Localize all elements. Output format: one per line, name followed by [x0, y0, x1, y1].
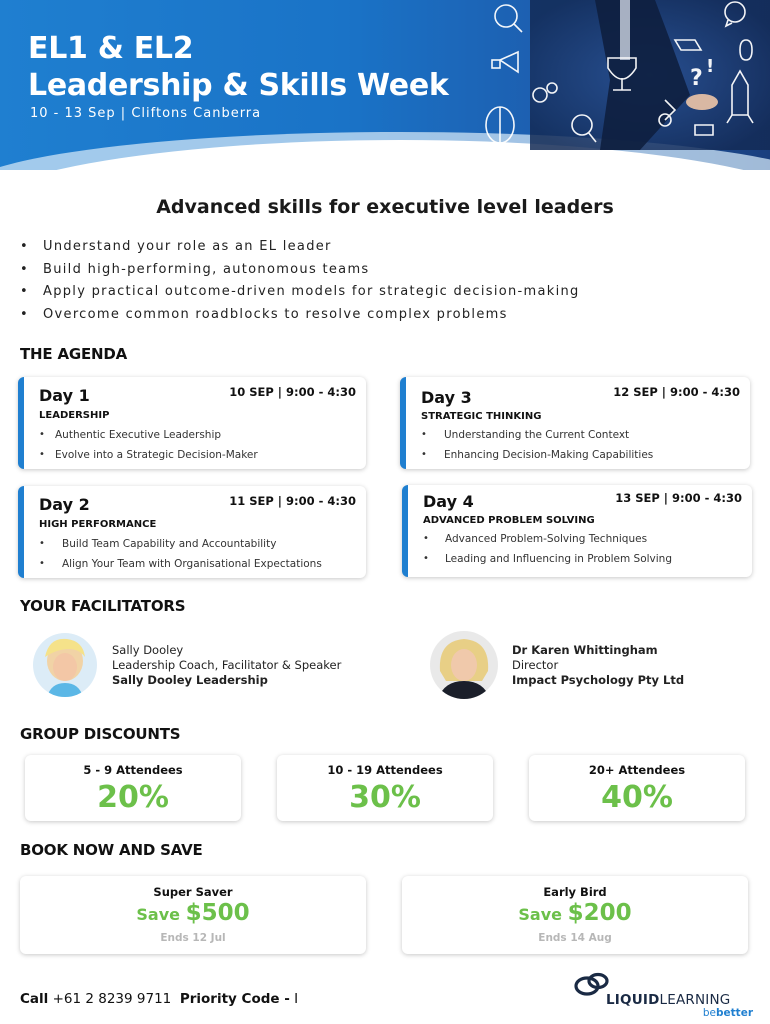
agenda-card-day2 — [18, 486, 366, 578]
offer-save-word: Save — [136, 905, 180, 924]
facilitator-sally — [112, 643, 341, 688]
intro-bullet: • Overcome common roadblocks to resolve complex problems — [20, 304, 580, 327]
day-label: Day 2 — [39, 495, 90, 514]
svg-text:!: ! — [706, 56, 715, 77]
day-session-list — [39, 425, 258, 465]
logo-word-bold: LIQUID — [606, 992, 660, 1008]
logo-tagline — [703, 1007, 753, 1019]
phone-number-link[interactable]: +61 2 8239 9711 — [52, 991, 172, 1007]
event-title-line2: Leadership & Skills Week — [28, 68, 449, 103]
discount-percent: 20% — [97, 780, 169, 815]
intro-bullet-list — [20, 236, 580, 326]
day-date: 10 SEP | 9:00 - 4:30 — [229, 385, 356, 399]
agenda-card-day1 — [18, 377, 366, 469]
offer-saving — [402, 900, 748, 926]
avatar — [430, 631, 498, 699]
facilitator-name: Dr Karen Whittingham — [512, 643, 658, 657]
session-item: • Align Your Team with Organisational Expectations — [39, 554, 322, 574]
day-topic: HIGH PERFORMANCE — [39, 519, 157, 530]
day-topic: ADVANCED PROBLEM SOLVING — [423, 515, 595, 526]
hero-illustration — [470, 0, 770, 150]
call-label: Call — [20, 991, 49, 1007]
discount-attendees: 10 - 19 Attendees — [327, 763, 443, 777]
booking-heading: BOOK NOW AND SAVE — [20, 841, 203, 859]
offer-amount: $500 — [185, 900, 250, 926]
session-item: • Evolve into a Strategic Decision-Maker — [39, 445, 258, 465]
logo-wordmark — [606, 992, 730, 1008]
intro-bullet: • Understand your role as an EL leader — [20, 236, 580, 259]
session-item: • Build Team Capability and Accountability — [39, 534, 322, 554]
discounts-heading: GROUP DISCOUNTS — [20, 725, 181, 743]
facilitator-role: Director — [512, 658, 559, 672]
offer-amount: $200 — [567, 900, 632, 926]
avatar — [33, 633, 97, 697]
offer-save-word: Save — [518, 905, 562, 924]
agenda-heading: THE AGENDA — [20, 345, 128, 363]
facilitator-name: Sally Dooley — [112, 643, 184, 657]
logo-word-regular: LEARNING — [659, 992, 731, 1008]
intro-bullet: • Apply practical outcome-driven models for strategic decision-making — [20, 281, 580, 304]
event-title-line1: EL1 & EL2 — [28, 31, 194, 66]
agenda-card-day3 — [400, 377, 750, 469]
intro-bullet: • Build high-performing, autonomous teams — [20, 259, 580, 282]
liquid-learning-logo — [572, 970, 757, 1022]
offer-saving — [20, 900, 366, 926]
day-session-list — [423, 529, 672, 569]
day-session-list — [421, 425, 653, 465]
day-topic: LEADERSHIP — [39, 410, 110, 421]
footer-contact — [20, 991, 298, 1007]
day-session-list — [39, 534, 322, 574]
day-date: 11 SEP | 9:00 - 4:30 — [229, 494, 356, 508]
day-label: Day 1 — [39, 386, 90, 405]
session-item: • Leading and Influencing in Problem Solving — [423, 549, 672, 569]
session-item: • Authentic Executive Leadership — [39, 425, 258, 445]
discount-tier-card — [25, 755, 241, 821]
day-topic: STRATEGIC THINKING — [421, 411, 542, 422]
facilitator-role: Leadership Coach, Facilitator & Speaker — [112, 658, 342, 672]
event-date-location: 10 - 13 Sep | Cliftons Canberra — [30, 106, 262, 121]
offer-label: Super Saver — [153, 885, 233, 899]
offer-label: Early Bird — [543, 885, 607, 899]
session-item: • Enhancing Decision-Making Capabilities — [421, 445, 653, 465]
offer-deadline: Ends 12 Jul — [160, 932, 226, 944]
day-label: Day 3 — [421, 388, 472, 407]
facilitator-org: Impact Psychology Pty Ltd — [512, 673, 685, 687]
booking-offer-card[interactable] — [20, 876, 366, 954]
facilitator-photo-karen — [430, 631, 498, 699]
priority-code-label: Priority Code - — [179, 991, 290, 1007]
day-label: Day 4 — [423, 492, 474, 511]
priority-code: I — [294, 991, 299, 1007]
discount-attendees: 5 - 9 Attendees — [83, 763, 183, 777]
session-item: • Understanding the Current Context — [421, 425, 653, 445]
event-title — [28, 30, 449, 104]
agenda-card-day4 — [402, 485, 752, 577]
facilitators-heading: YOUR FACILITATORS — [20, 597, 186, 615]
svg-text:?: ? — [690, 66, 703, 91]
discount-percent: 40% — [601, 780, 673, 815]
tagline-regular: be — [702, 1007, 717, 1019]
intro-title: Advanced skills for executive level leaders — [156, 196, 614, 218]
tagline-bold: better — [716, 1007, 753, 1019]
discount-attendees: 20+ Attendees — [588, 763, 686, 777]
hero-banner — [0, 0, 770, 170]
booking-offer-card[interactable] — [402, 876, 748, 954]
day-date: 13 SEP | 9:00 - 4:30 — [615, 491, 742, 505]
session-item: • Advanced Problem-Solving Techniques — [423, 529, 672, 549]
discount-tier-card — [277, 755, 493, 821]
facilitator-karen — [512, 643, 684, 688]
facilitator-photo-sally — [33, 633, 97, 697]
facilitator-org: Sally Dooley Leadership — [112, 673, 268, 687]
day-date: 12 SEP | 9:00 - 4:30 — [613, 385, 740, 399]
discount-tier-card — [529, 755, 745, 821]
discount-percent: 30% — [349, 780, 421, 815]
offer-deadline: Ends 14 Aug — [538, 932, 612, 944]
